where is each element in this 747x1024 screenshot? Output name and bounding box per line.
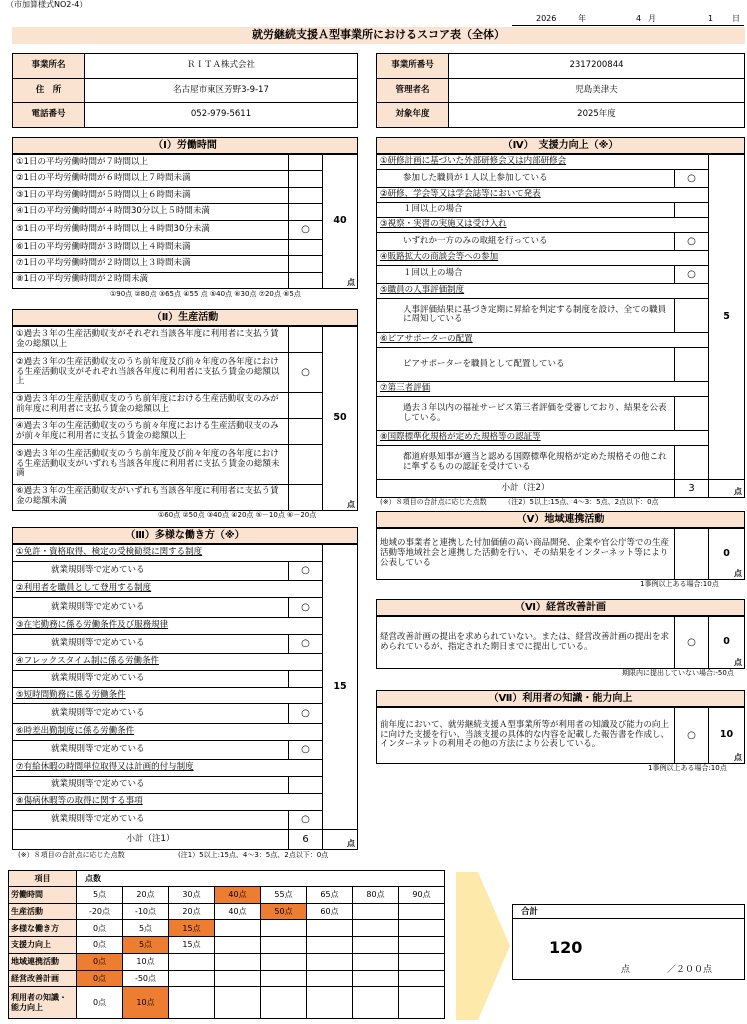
summary-cell — [399, 920, 445, 937]
section2-title: （Ⅱ）生産活動 — [12, 309, 358, 326]
section2-mark[interactable] — [289, 392, 323, 418]
section2-mark[interactable] — [289, 484, 323, 511]
section4-item-head: ⑦第三者評価 — [377, 381, 709, 396]
summary-cell: 90点 — [399, 887, 445, 904]
summary-cell: 0点 — [77, 953, 123, 970]
section7-unit: 点 — [734, 752, 742, 762]
info-value: 052-979-5611 — [85, 103, 358, 128]
section3-unit: 点 — [347, 838, 355, 848]
summary-cell — [399, 987, 445, 1019]
summary-cell — [353, 970, 399, 987]
section4-mark[interactable]: ○ — [675, 266, 709, 284]
section3-mark[interactable]: ○ — [289, 634, 323, 654]
section7-text: 前年度において、就労継続支援Ａ型事業所等が利用者の知識及び能力の向上に向けた支援を行い、当該支援の具体的な内容を記載した報告書を作成し、インターネットの利用その他の方法により公表している。 — [377, 708, 675, 764]
summary-cell — [215, 970, 261, 987]
section2-row — [13, 418, 358, 444]
section1-mark[interactable] — [289, 155, 323, 171]
section1-mark[interactable] — [289, 256, 323, 272]
section7-table — [376, 707, 745, 764]
summary-cell: 20点 — [123, 887, 169, 904]
summary-cell: 15点 — [169, 920, 215, 937]
section1-mark[interactable] — [289, 272, 323, 289]
section1-item: ④1日の平均労働時間が４時間30分以上５時間未満 — [13, 204, 289, 220]
section3-table — [12, 544, 358, 850]
section3-item-sub: 就業規則等で定めている — [13, 740, 289, 760]
summary-cell: 5点 — [77, 887, 123, 904]
summary-cell: 55点 — [261, 887, 307, 904]
summary-cell: 0点 — [77, 970, 123, 987]
section3-mark[interactable]: ○ — [289, 810, 323, 830]
summary-cell: 20点 — [169, 903, 215, 920]
section4-score: 5 — [709, 155, 745, 480]
section2-item: ④過去３年の生産活動収支のうち前々年度における生産活動収支のみが前々年度に利用者に支払う賃金の総額以上 — [13, 418, 289, 444]
summary-row — [9, 970, 445, 987]
section4-mark[interactable]: ○ — [675, 233, 709, 251]
summary-cell: 10点 — [123, 987, 169, 1019]
section5-title: （Ⅴ）地域連携活動 — [376, 511, 745, 528]
section4-mark[interactable] — [675, 397, 709, 431]
section7-score-value: 10 — [719, 729, 734, 741]
section1-note: ①90点 ②80点 ③65点 ④55 点 ⑤40点 ⑥30点 ⑦20点 ⑧5点 — [110, 290, 301, 298]
section5-unit: 点 — [734, 568, 742, 578]
summary-row-label: 経営改善計画 — [9, 970, 77, 987]
section4-item-head: ⑥ピアサポーターの配置 — [377, 332, 709, 347]
summary-cell — [215, 937, 261, 954]
page-title: 就労継続支援Ａ型事業所におけるスコア表（全体） — [12, 27, 745, 44]
section4-mark[interactable] — [675, 298, 709, 332]
section3-item-head: ⑧傷病休暇等の取得に関する事項 — [13, 793, 323, 810]
section4-mark[interactable]: ○ — [675, 170, 709, 188]
total-label: 合計 — [513, 905, 744, 919]
summary-cell: 65点 — [307, 887, 353, 904]
summary-cell: 50点 — [261, 903, 307, 920]
date-day-label: 日 — [732, 14, 740, 23]
summary-table — [8, 870, 445, 1019]
section4-item-sub: 過去３年以内の福祉サービス第三者評価を受審しており、結果を公表している。 — [377, 397, 675, 431]
summary-cell — [307, 920, 353, 937]
summary-cell: 40点 — [215, 903, 261, 920]
summary-row-label: 多様な働き方 — [9, 920, 77, 937]
section6-score-value: 0 — [723, 636, 730, 648]
summary-row — [9, 903, 445, 920]
info-left-table — [12, 53, 358, 128]
summary-cell — [169, 970, 215, 987]
summary-cell — [215, 953, 261, 970]
section3-item-head: ①免許・資格取得、検定の受検勧奨に関する制度 — [13, 545, 323, 562]
section3-item-head: ⑦有給休暇の時間単位取得又は計画的付与制度 — [13, 760, 323, 777]
summary-cell — [261, 987, 307, 1019]
section1-row — [13, 204, 358, 220]
info-value: 2025年度 — [449, 103, 745, 128]
section7-mark[interactable]: ○ — [675, 708, 709, 764]
summary-cell: 15点 — [169, 937, 215, 954]
summary-cell — [307, 987, 353, 1019]
section4-item-sub: １回以上の場合 — [377, 266, 675, 284]
summary-row-label: 労働時間 — [9, 887, 77, 904]
date-month-label: 月 — [648, 14, 656, 23]
section7-title: （Ⅶ）利用者の知識・能力向上 — [376, 690, 745, 707]
summary-cell: 10点 — [123, 953, 169, 970]
section7-note: 1事例以上ある場合:10点 — [648, 764, 727, 772]
summary-cell: 80点 — [353, 887, 399, 904]
section1-mark[interactable] — [289, 204, 323, 220]
summary-cell — [215, 987, 261, 1019]
info-value: ＲＩＴＡ株式会社 — [85, 54, 358, 79]
summary-cell: -10点 — [123, 903, 169, 920]
section6-text: 経営改善計画の提出を求められていない。または、経営改善計画の提出を求められているが、指定された期日までに提出している。 — [377, 617, 675, 669]
section2-item: ⑤過去３年の生産活動収支のうち前年度及び前々年度の各年度における生産活動収支がいずれも当該各年度に利用者に支払う賃金の総額未満 — [13, 445, 289, 484]
summary-header-item: 項目 — [9, 871, 77, 887]
section3-title: （Ⅲ）多様な働き方（※） — [12, 527, 358, 544]
section4-item-head: ②研修、学会等又は学会誌等において発表 — [377, 187, 709, 202]
date-year: 2026 — [536, 14, 557, 23]
section1-row — [13, 171, 358, 187]
section4-item-head: ⑧国際標準化規格が定めた規格等の認証等 — [377, 431, 709, 446]
section1-row — [13, 187, 358, 203]
section6-note: 期限内に提出していない場合:-50点 — [622, 669, 734, 677]
section3-item-sub: 就業規則等で定めている — [13, 810, 289, 830]
summary-row-label: 地域連携活動 — [9, 953, 77, 970]
section4-item-sub: 参加した職員が１人以上参加している — [377, 170, 675, 188]
section2-unit: 点 — [347, 499, 355, 509]
summary-row — [9, 937, 445, 954]
summary-row-label: 利用者の知識・能力向上 — [9, 987, 77, 1019]
section4-item-sub: 人事評価結果に基づき定期に昇給を判定する制度を設け、全ての職員に周知している — [377, 298, 675, 332]
info-label: 住 所 — [13, 78, 85, 103]
section1-mark[interactable] — [289, 171, 323, 187]
section2-item: ⑥過去３年の生産活動収支がいずれも当該各年度に利用者に支払う賃金の総額未満 — [13, 484, 289, 511]
form-code: （市加算様式NO2-4） — [6, 0, 88, 9]
summary-cell: 40点 — [215, 887, 261, 904]
summary-cell: 5点 — [123, 920, 169, 937]
section3-score: 15 — [323, 545, 358, 830]
section4-item-head: ③視察・実習の実施又は受け入れ — [377, 218, 709, 233]
total-unit: 点 — [621, 965, 631, 975]
section3-unit-cell — [323, 830, 358, 850]
info-value: 名古屋市東区芳野3-9-17 — [85, 78, 358, 103]
section3-item-sub: 就業規則等で定めている — [13, 777, 289, 794]
section4-item-sub: ピアサポーターを職員として配置している — [377, 347, 675, 381]
section3-item-head: ③在宅勤務に係る労働条件及び服務規律 — [13, 617, 323, 634]
section4-item-sub: 都道府県知事が適当と認める国際標準化規格が定めた規格その他これに準ずるものの認証を受けている — [377, 446, 675, 480]
section5-note: 1事例以上ある場合:10点 — [640, 580, 719, 588]
summary-cell: 0点 — [77, 987, 123, 1019]
summary-cell: 5点 — [123, 937, 169, 954]
section1-mark[interactable]: ○ — [289, 220, 323, 239]
section6-score — [709, 617, 745, 669]
info-label: 電話番号 — [13, 103, 85, 128]
summary-header-score: 点数 — [77, 871, 445, 887]
section2-row — [13, 484, 358, 511]
section4-note: (※）８項目の合計点に応じた点数 （注2）5以上:15点、4～3：5点、2点以下：0点 — [380, 498, 659, 506]
section1-item: ①1日の平均労働時間が７時間以上 — [13, 155, 289, 171]
section4-item-sub: １回以上の場合 — [377, 202, 675, 217]
summary-cell — [399, 970, 445, 987]
total-max: ／２００点 — [667, 965, 713, 975]
info-right-table — [376, 53, 745, 128]
summary-cell — [261, 953, 307, 970]
section3-mark[interactable]: ○ — [289, 561, 323, 581]
summary-cell: -50点 — [123, 970, 169, 987]
section1-table — [12, 154, 358, 289]
section1-mark[interactable] — [289, 187, 323, 203]
summary-cell — [353, 903, 399, 920]
section1-item: ⑦1日の平均労働時間が２時間以上３時間未満 — [13, 256, 289, 272]
section1-item: ⑧1日の平均労働時間が２時間未満 — [13, 272, 289, 289]
summary-cell — [353, 937, 399, 954]
section2-item: ③過去３年の生産活動収支のうち前年度における生産活動収支のみが前年度に利用者に支払う賃金の総額以上 — [13, 392, 289, 418]
section4-table — [376, 154, 745, 498]
section7-score — [709, 708, 745, 764]
section1-item: ⑥1日の平均労働時間が３時間以上４時間未満 — [13, 239, 289, 255]
total-value: 120 — [549, 938, 583, 957]
section2-score — [323, 327, 358, 511]
summary-cell: 0点 — [77, 937, 123, 954]
section1-score — [323, 155, 358, 289]
section4-item-head: ①研修計画に基づいた外部研修会又は内部研修会 — [377, 155, 709, 170]
section1-unit: 点 — [347, 277, 355, 287]
date-line — [512, 14, 744, 26]
section4-unit: 点 — [734, 486, 742, 496]
section3-mark[interactable]: ○ — [289, 740, 323, 760]
section2-note: ①60点 ②50点 ③40点 ④20点 ⑤－10点 ⑥－20点 — [158, 511, 317, 519]
summary-cell — [353, 987, 399, 1019]
summary-row — [9, 953, 445, 970]
section3-subtotal: 6 — [289, 830, 323, 850]
section4-item-head: ④販路拡大の商談会等への参加 — [377, 250, 709, 265]
section3-mark[interactable] — [289, 777, 323, 794]
summary-cell — [169, 953, 215, 970]
section3-item-sub: 就業規則等で定めている — [13, 634, 289, 654]
summary-row-label: 支援力向上 — [9, 937, 77, 954]
section1-item: ⑤1日の平均労働時間が４時間以上４時間30分未満 — [13, 220, 289, 239]
section1-score-value: 40 — [333, 215, 347, 227]
section4-mark[interactable] — [675, 202, 709, 217]
summary-cell — [307, 937, 353, 954]
summary-cell — [307, 970, 353, 987]
section3-item-head: ⑥時差出勤制度に係る労働条件 — [13, 724, 323, 741]
summary-cell: 0点 — [77, 920, 123, 937]
section3-item-head: ⑤短時間勤務に係る労働条件 — [13, 687, 323, 704]
section3-item-sub: 就業規則等で定めている — [13, 561, 289, 581]
date-month: 4 — [636, 14, 642, 23]
section1-title: （Ⅰ）労働時間 — [12, 137, 358, 154]
section4-title: （Ⅳ） 支援力向上（※） — [376, 137, 745, 154]
info-value: 児島美津夫 — [449, 78, 745, 103]
section6-unit: 点 — [734, 657, 742, 667]
section3-note2: (注1）5以上:15点、4～3：5点、2点以下：0点 — [178, 851, 329, 859]
info-value: 2317200844 — [449, 54, 745, 79]
section2-row — [13, 353, 358, 392]
section5-score-value: 0 — [723, 547, 730, 559]
section3-item-head: ④フレックスタイム制に係る労働条件 — [13, 654, 323, 671]
section2-item: ①過去３年の生産活動収支がそれぞれ当該各年度に利用者に支払う賃金の総額以上 — [13, 327, 289, 353]
info-label: 事業所名 — [13, 54, 85, 79]
section2-mark[interactable]: ○ — [289, 353, 323, 392]
section2-row — [13, 392, 358, 418]
summary-cell — [261, 937, 307, 954]
section3-item-head: ②利用者を職員として登用する制度 — [13, 581, 323, 598]
summary-cell — [353, 953, 399, 970]
section3-item-sub: 就業規則等で定めている — [13, 704, 289, 724]
section4-item-sub: いずれか一方のみの取組を行っている — [377, 233, 675, 251]
arrow-icon — [456, 872, 512, 1020]
total-box — [512, 904, 745, 980]
section5-score — [709, 529, 745, 580]
summary-cell — [169, 987, 215, 1019]
section1-row — [13, 239, 358, 255]
section3-mark[interactable]: ○ — [289, 704, 323, 724]
section1-row — [13, 256, 358, 272]
section6-table — [376, 616, 745, 669]
summary-cell: -20点 — [77, 903, 123, 920]
info-label: 対象年度 — [377, 103, 449, 128]
date-day: 1 — [708, 14, 714, 23]
section4-subtotal-label: 小計（注2） — [377, 480, 675, 498]
date-year-label: 年 — [578, 14, 586, 23]
section1-row — [13, 155, 358, 171]
section5-mark[interactable] — [675, 529, 709, 580]
section4-subtotal: 3 — [675, 480, 709, 498]
section2-mark[interactable] — [289, 418, 323, 444]
section1-row — [13, 272, 358, 289]
summary-cell — [353, 920, 399, 937]
section4-item-head: ⑤職員の人事評価制度 — [377, 283, 709, 298]
summary-row — [9, 987, 445, 1019]
section2-mark[interactable] — [289, 327, 323, 353]
section1-item: ③1日の平均労働時間が５時間以上６時間未満 — [13, 187, 289, 203]
section3-item-sub: 就業規則等で定めている — [13, 598, 289, 618]
section3-item-sub: 就業規則等で定めている — [13, 670, 289, 687]
summary-cell — [399, 937, 445, 954]
summary-cell — [261, 920, 307, 937]
summary-cell — [399, 953, 445, 970]
summary-row — [9, 920, 445, 937]
summary-cell — [307, 953, 353, 970]
section4-mark[interactable] — [675, 347, 709, 381]
section1-row — [13, 220, 358, 239]
section3-note1: (※）８項目の合計点に応じた点数 — [18, 851, 125, 859]
section3-mark[interactable]: ○ — [289, 598, 323, 618]
section5-text: 地域の事業者と連携した付加価値の高い商品開発、企業や官公庁等での生産活動等地域社会と連携した活動を行い、その結果をインターネット等により公表している — [377, 529, 675, 580]
section6-mark[interactable]: ○ — [675, 617, 709, 669]
section2-item: ②過去３年の生産活動収支のうち前年度及び前々年度の各年度における生産活動収支がそれぞれ当該各年度に利用者に支払う賃金の総額以上 — [13, 353, 289, 392]
section1-mark[interactable] — [289, 239, 323, 255]
section2-table — [12, 326, 358, 511]
summary-row — [9, 887, 445, 904]
section3-mark[interactable] — [289, 670, 323, 687]
section2-score-value: 50 — [333, 412, 347, 424]
section3-subtotal-label: 小計（注1） — [13, 830, 289, 850]
section6-title: （Ⅵ）経営改善計画 — [376, 599, 745, 616]
summary-cell: 30点 — [169, 887, 215, 904]
info-label: 管理者名 — [377, 78, 449, 103]
section4-mark[interactable] — [675, 446, 709, 480]
summary-cell — [399, 903, 445, 920]
summary-cell — [261, 970, 307, 987]
section5-table — [376, 528, 745, 580]
summary-row-label: 生産活動 — [9, 903, 77, 920]
section4-unit-cell — [709, 480, 745, 498]
section2-mark[interactable] — [289, 445, 323, 484]
section2-row — [13, 445, 358, 484]
summary-cell: 60点 — [307, 903, 353, 920]
info-label: 事業所番号 — [377, 54, 449, 79]
section1-item: ②1日の平均労働時間が６時間以上７時間未満 — [13, 171, 289, 187]
section2-row — [13, 327, 358, 353]
summary-cell — [215, 920, 261, 937]
